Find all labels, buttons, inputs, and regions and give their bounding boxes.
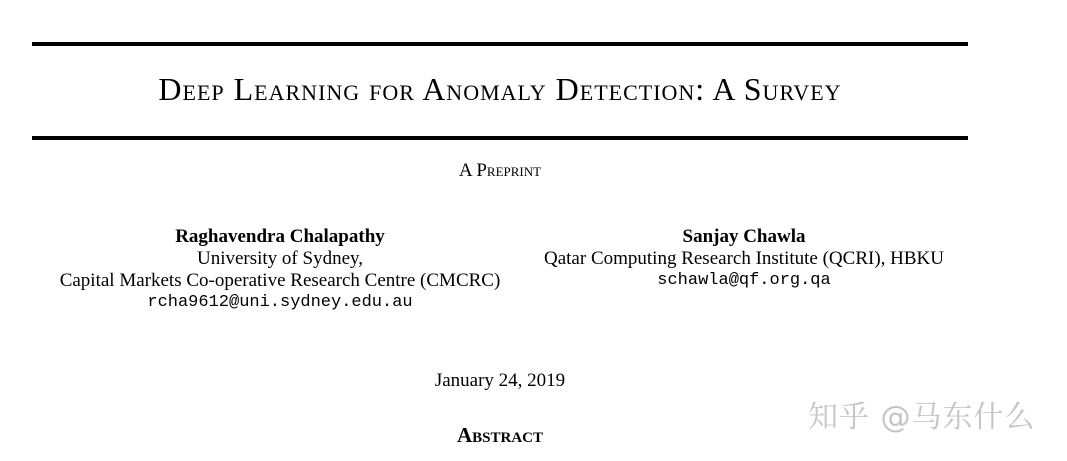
author-name: Raghavendra Chalapathy — [175, 226, 385, 247]
title-bottom-rule — [32, 136, 968, 140]
author-email: rcha9612@uni.sydney.edu.au — [147, 293, 413, 312]
preprint-label: A Preprint — [458, 160, 542, 181]
author-email: schawla@qf.org.qa — [657, 271, 831, 290]
author-affiliation: University of Sydney, — [196, 248, 364, 269]
author-affiliation: Capital Markets Co-operative Research Centre (CMCRC) — [59, 270, 501, 291]
abstract-heading: Abstract — [456, 423, 544, 447]
zhihu-watermark: 知乎 @马东什么 — [808, 400, 1036, 435]
author-block-2 — [520, 226, 968, 292]
title-top-rule — [32, 42, 968, 46]
author-affiliation: Qatar Computing Research Institute (QCRI), HBKU — [544, 248, 944, 269]
author-name: Sanjay Chawla — [682, 226, 806, 247]
paper-date: January 24, 2019 — [434, 370, 566, 391]
author-block-1 — [20, 226, 540, 314]
paper-title: Deep Learning for Anomaly Detection: A Survey — [158, 71, 842, 107]
